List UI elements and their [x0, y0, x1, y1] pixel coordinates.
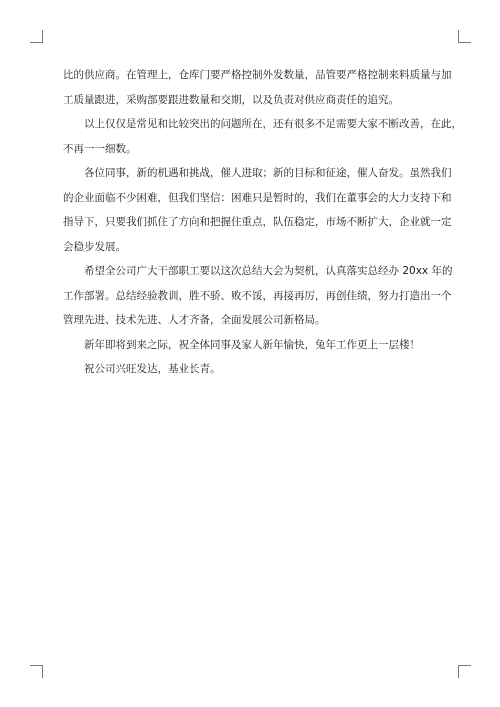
- paragraph-1: [63, 63, 452, 112]
- text-line: 工作部署。总结经验教训，胜不骄、败不馁，再接再厉，再创佳绩，努力打造出一个: [63, 289, 452, 302]
- paragraph-6: [63, 357, 443, 382]
- text-line: 指导下，只要我们抓住了方向和把握住重点，队伍稳定，市场不断扩大，企业就一定: [63, 216, 452, 228]
- text-line: 各位同事，新的机遇和挑战，催人进取；新的目标和征途，催人奋发。虽然我们: [84, 167, 452, 179]
- text-line: 工质量跟进，采购部要跟进数量和交期，以及负责对供应商责任的追究。: [63, 93, 399, 106]
- text-line: 希望全公司广大干部职工要以这次总结大会为契机，认真落实总经办 20xx 年的: [84, 265, 453, 277]
- paragraph-5: [63, 333, 443, 358]
- text-line: 会稳步发展。: [63, 240, 126, 253]
- text-line: 不再一一细数。: [63, 142, 137, 155]
- text-line: 以上仅仅是常见和比较突出的问题所在，还有很多不足需要大家不断改善，在此，: [84, 118, 462, 130]
- text-line: 祝公司兴旺发达，基业长青。: [84, 363, 221, 375]
- crop-mark-top-right: [458, 30, 471, 43]
- paragraph-3: [63, 161, 452, 259]
- paragraph-4: [63, 259, 453, 333]
- text-line: 管理先进、技术先进、人才齐备，全面发展公司新格局。: [63, 314, 326, 326]
- text-line: 的企业面临不少困难，但我们坚信：困难只是暂时的，我们在董事会的大力支持下和: [63, 191, 452, 204]
- crop-mark-bottom-right: [458, 665, 471, 678]
- crop-mark-bottom-left: [30, 665, 43, 678]
- text-line: 新年即将到来之际，祝全体同事及家人新年愉快，兔年工作更上一层楼！: [84, 338, 420, 351]
- crop-mark-top-left: [30, 30, 43, 43]
- text-line: 比的供应商。在管理上，仓库门要严格控制外发数量，品管要严格控制来料质量与加: [63, 69, 452, 81]
- paragraph-2: [63, 112, 462, 161]
- document-body: [63, 63, 462, 382]
